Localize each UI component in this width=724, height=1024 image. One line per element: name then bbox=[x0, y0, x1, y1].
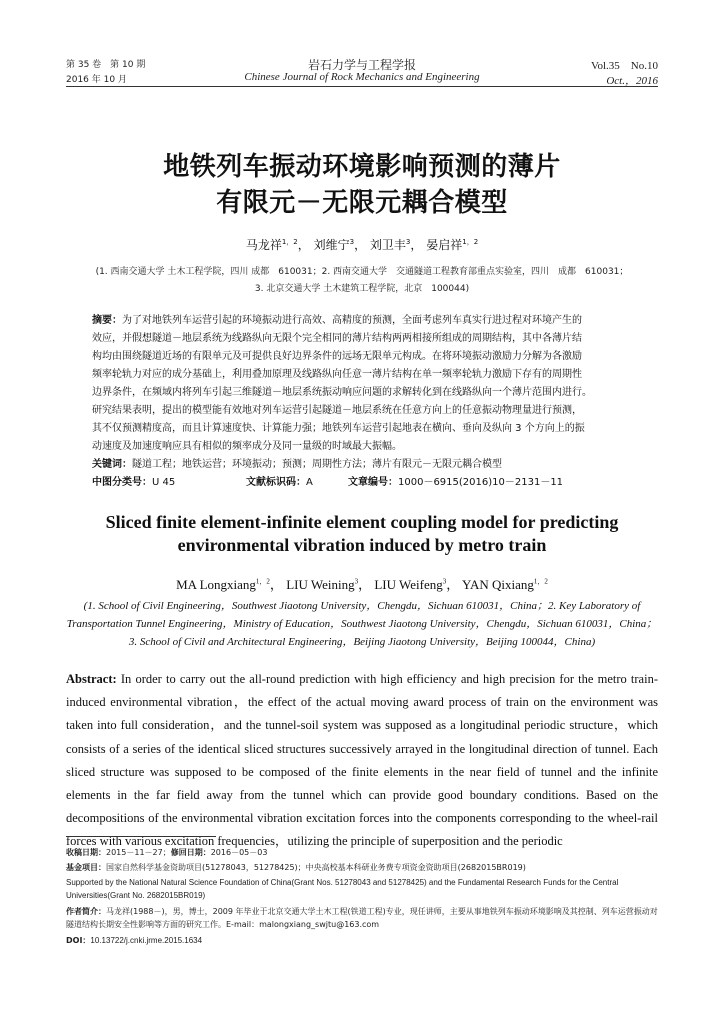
doc-code bbox=[246, 474, 313, 492]
author-cn: 马龙祥 bbox=[245, 238, 282, 252]
footnote-author bbox=[66, 905, 658, 931]
abstract-cn-text: 为了对地铁列车运营引起的环境振动进行高效、高精度的预测，全面考虑列车真实行进过程对环境产生的 bbox=[122, 315, 582, 326]
author-cn-sup: 3 bbox=[349, 238, 355, 246]
abstract-cn-line: 动速度及加速度响应具有相似的频率成分及同一量级的时域最大振幅。 bbox=[92, 441, 402, 452]
abstract-cn-line: 研究结果表明，提出的模型能有效地对列车运营引起隧道－地层系统在任意方向上的任意振动物理量进行预测， bbox=[92, 405, 582, 416]
abstract-cn-line: 效应，并假想隧道－地层系统为线路纵向无限个完全相同的薄片结构两两相接所组成的周期结构，其中各薄片结 bbox=[92, 333, 582, 344]
affiliation-en-line-3: 3. School of Civil and Architectural Engineering，Beijing Jiaotong University，Beijing 100044，China) bbox=[128, 636, 596, 648]
header-rule bbox=[66, 86, 658, 87]
revised-label: 修回日期： bbox=[170, 848, 211, 857]
received-value: 2015－11－27； bbox=[106, 848, 171, 857]
fund-label: 基金项目： bbox=[66, 863, 106, 872]
abstract-en-label: Abstract: bbox=[66, 672, 117, 686]
author-en-sup: 1，2 bbox=[533, 577, 548, 586]
title-en-line-1: Sliced finite element-infinite element coupling model for predicting bbox=[105, 512, 619, 532]
clc bbox=[92, 474, 175, 492]
doi-label: DOI： bbox=[66, 936, 91, 945]
abstract-cn-line: 边界条件，在频域内将列车引起三维隧道－地层系统振动响应问题的求解转化到在线路纵向一个薄片范围内进行。 bbox=[92, 387, 592, 398]
affiliation-cn-line-2: 3. 北京交通大学 土木建筑工程学院，北京 100044) bbox=[254, 284, 470, 294]
footnote-rule bbox=[66, 836, 216, 837]
authors-cn: 马龙祥$^{1,2}$， 刘维宁$^3$， 刘卫丰$^3$， 晏启祥$^{1,2}$ bbox=[245, 238, 479, 252]
abstract-en-text: In order to carry out the all-round prediction with high efficiency and high precision for the metro train-induced environmental vibration，the effect of the actual moving award process of train on the environment was taken into full consideration，and the tunnel-soil system was supposed as a longitudinal periodic structure，which consists of a series of the identical sliced structures successively arrayed in the longitudinal direction of tunnel. Each sliced structure was supposed to be composed of the finite elements in the near field of tunnel and the infinite elements in the far field away from the tunnel which can provide good boundary conditions. Based on the decompositions of the environmental vibration excitation forces into the components corresponding to the wheel-rail forces with various excitation frequencies，utilizing the principle of superposition and the periodic bbox=[66, 672, 658, 849]
keywords-cn-text: 隧道工程；地铁运营；环境振动；预测；周期性方法；薄片有限元－无限元耦合模型 bbox=[132, 459, 502, 470]
abstract-cn-line: 构均由围绕隧道近场的有限单元及可提供良好边界条件的远场无限单元构成。在将环境振动激励力分解为各激励 bbox=[92, 351, 582, 362]
title-cn-line-1: 地铁列车振动环境影响预测的薄片 bbox=[163, 152, 561, 182]
abstract-cn-line: 其不仅预测精度高，而且计算速度快、计算能力强；地铁列车运营引起地表在横向、垂向及纵向 3 个方向上的振 bbox=[92, 423, 585, 434]
header-journal-en: Chinese Journal of Rock Mechanics and Engineering bbox=[244, 71, 480, 83]
author-en: MA Longxiang bbox=[176, 577, 256, 592]
author-cn-sup: 1，2 bbox=[462, 238, 479, 246]
affiliation-en-line-2: Transportation Tunnel Engineering，Ministry of Education，Southwest Jiaotong University，Chengdu，Sichuan 610031，China； bbox=[66, 618, 658, 630]
author-bio-value: 马龙祥(1988－)，男，博士，2009 年毕业于北京交通大学土木工程(铁道工程)专业，现任讲师，主要从事地铁列车振动环境影响及其控制、列车运营振动对隧道结构长期安全性影响等方面的研究工作。E-mail：malongxiang_swjtu@163.com bbox=[66, 907, 658, 929]
doc-code-label: 文献标识码： bbox=[246, 477, 306, 488]
author-en: YAN Qixiang bbox=[462, 577, 534, 592]
affiliation-cn-line-1: (1. 西南交通大学 土木工程学院，四川 成都 610031；2. 西南交通大学 交通隧道工程教育部重点实验室，四川 成都 610031； bbox=[95, 267, 629, 277]
author-en-sup: 3 bbox=[442, 577, 447, 586]
doc-code-value: A bbox=[306, 477, 313, 488]
author-cn: 刘卫丰 bbox=[369, 238, 406, 252]
classification-line bbox=[92, 474, 658, 492]
article-no-value: 1000－6915(2016)10－2131－11 bbox=[398, 477, 564, 488]
abstract-cn-line: 频率轮轨力对应的成分基础上，利用叠加原理及线路纵向任意一薄片结构在单一频率轮轨力激励下存有的周期性 bbox=[92, 369, 582, 380]
header-volume-en: Vol.35 No.10 bbox=[590, 60, 658, 72]
authors-en: MA Longxiang$^{1,2}$， LIU Weining$^3$， LIU Weifeng$^3$， YAN Qixiang$^{1,2}$ bbox=[176, 577, 548, 592]
abstract-cn-label: 摘要： bbox=[92, 315, 122, 326]
header-volume-cn: 第 35 卷 第 10 期 bbox=[66, 60, 146, 70]
clc-label: 中图分类号： bbox=[92, 477, 152, 488]
received-label: 收稿日期： bbox=[66, 848, 106, 857]
title-cn-line-2: 有限元－无限元耦合模型 bbox=[216, 188, 508, 218]
doi-value: 10.13722/j.cnki.jrme.2015.1634 bbox=[90, 936, 203, 945]
author-cn-sup: 1，2 bbox=[281, 238, 298, 246]
affiliation-en-line-1: (1. School of Civil Engineering，Southwest Jiaotong University，Chengdu，Sichuan 610031，China；2. Key Laboratory of bbox=[83, 600, 641, 612]
footnote-doi bbox=[66, 934, 658, 947]
header-date-en: Oct.，2016 bbox=[606, 75, 658, 87]
author-en: LIU Weining bbox=[286, 577, 355, 592]
footnote-dates bbox=[66, 846, 658, 859]
author-cn: 刘维宁 bbox=[313, 238, 350, 252]
keywords-cn-label: 关键词： bbox=[92, 459, 132, 470]
footnote-fund bbox=[66, 861, 658, 874]
author-en-sup: 1，2 bbox=[255, 577, 270, 586]
keywords-cn bbox=[92, 456, 658, 474]
abstract-cn-line bbox=[92, 312, 658, 330]
author-bio-label: 作者简介： bbox=[66, 907, 106, 916]
revised-value: 2016－05－03 bbox=[210, 848, 268, 857]
header-journal-cn: 岩石力学与工程学报 bbox=[307, 58, 416, 72]
fund-value: 国家自然科学基金资助项目(51278043，51278425)；中央高校基本科研业务费专项资金资助项目(2682015BR019) bbox=[106, 863, 526, 872]
article-no-label: 文章编号： bbox=[348, 477, 398, 488]
footnote-fund-en: Supported by the National Natural Science Foundation of China(Grant Nos. 51278043 and 51278425) and the Fundamental Research Funds for the Central Universities(Grant No. 2682015BR019) bbox=[66, 878, 619, 900]
title-en-line-2: environmental vibration induced by metro train bbox=[177, 535, 547, 555]
author-en-sup: 3 bbox=[354, 577, 359, 586]
author-en: LIU Weifeng bbox=[374, 577, 443, 592]
author-cn-sup: 3 bbox=[405, 238, 411, 246]
header-date-cn: 2016 年 10 月 bbox=[66, 75, 127, 85]
abstract-cn bbox=[92, 312, 658, 492]
abstract-en bbox=[66, 668, 658, 854]
author-cn: 晏启祥 bbox=[426, 238, 463, 252]
clc-value: U 45 bbox=[152, 477, 176, 488]
article-no bbox=[348, 474, 563, 492]
